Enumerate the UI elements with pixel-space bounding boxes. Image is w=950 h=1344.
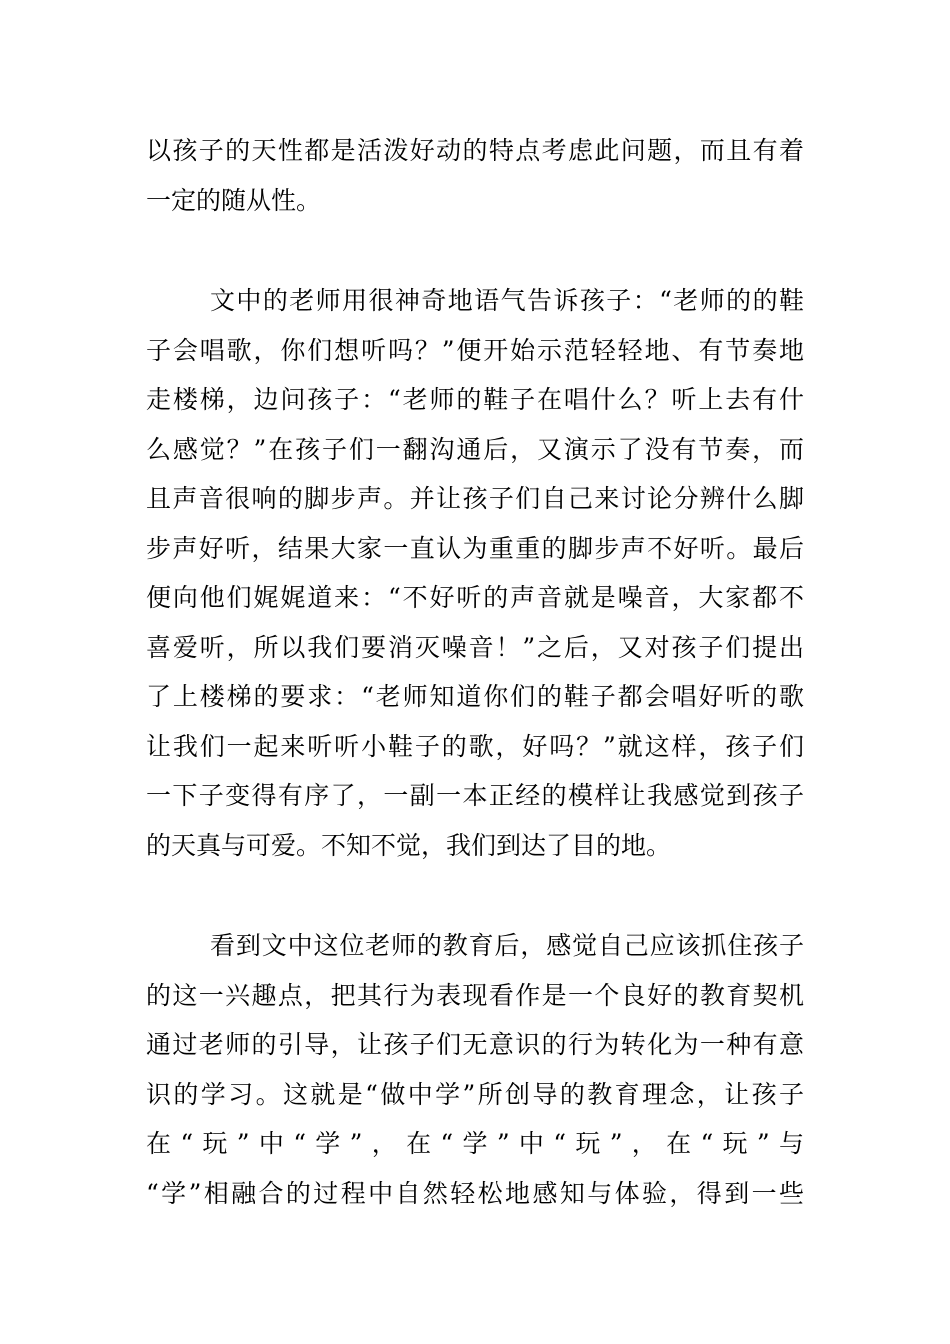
text-line: 一定的随从性。 [146,185,322,215]
text-line: 看到文中这位老师的教育后，感觉自己应该抓住孩子 [210,931,804,960]
text-line: 且声音很响的脚步声。并让孩子们自己来讨论分辨什么脚 [146,484,804,513]
text-line: 通过老师的引导，让孩子们无意识的行为转化为一种有意 [146,1030,804,1059]
text-line: 的这一兴趣点，把其行为表现看作是一个良好的教育契机 [146,980,804,1010]
text-line: 文中的老师用很神奇地语气告诉孩子：“老师的的鞋 [210,286,804,315]
text-line: 子会唱歌，你们想听吗？”便开始示范轻轻地、有节奏地 [146,335,804,365]
text-line: 走楼梯，边问孩子：“老师的鞋子在唱什么？听上去有什 [146,385,804,414]
text-line: 识的学习。这就是“做中学”所创导的教育理念，让孩子 [146,1079,804,1109]
paragraph-3 [146,921,804,1218]
text-line: 么感觉？”在孩子们一翻沟通后，又演示了没有节奏，而 [146,434,804,464]
text-line: 喜爱听，所以我们要消灭噪音！”之后，又对孩子们提出 [146,632,804,662]
text-line: 让我们一起来听听小鞋子的歌，好吗？”就这样，孩子们 [146,731,804,761]
text-line: “学”相融合的过程中自然轻松地感知与体验，得到一些 [146,1178,804,1208]
text-line: 便向他们娓娓道来：“不好听的声音就是噪音，大家都不 [146,583,804,612]
text-line: 的天真与可爱。不知不觉，我们到达了目的地。 [146,830,672,860]
text-line: 在“玩”中“学”，在“学”中“玩”，在“玩”与 [146,1129,804,1158]
text-line: 以孩子的天性都是活泼好动的特点考虑此问题，而且有着 [146,136,804,165]
text-line: 了上楼梯的要求：“老师知道你们的鞋子都会唱好听的歌 [146,682,804,711]
text-line: 一下子变得有序了，一副一本正经的模样让我感觉到孩子 [146,781,804,810]
paragraph-2 [146,276,804,870]
paragraph-1 [146,126,804,225]
text-line: 步声好听，结果大家一直认为重重的脚步声不好听。最后 [146,533,804,563]
